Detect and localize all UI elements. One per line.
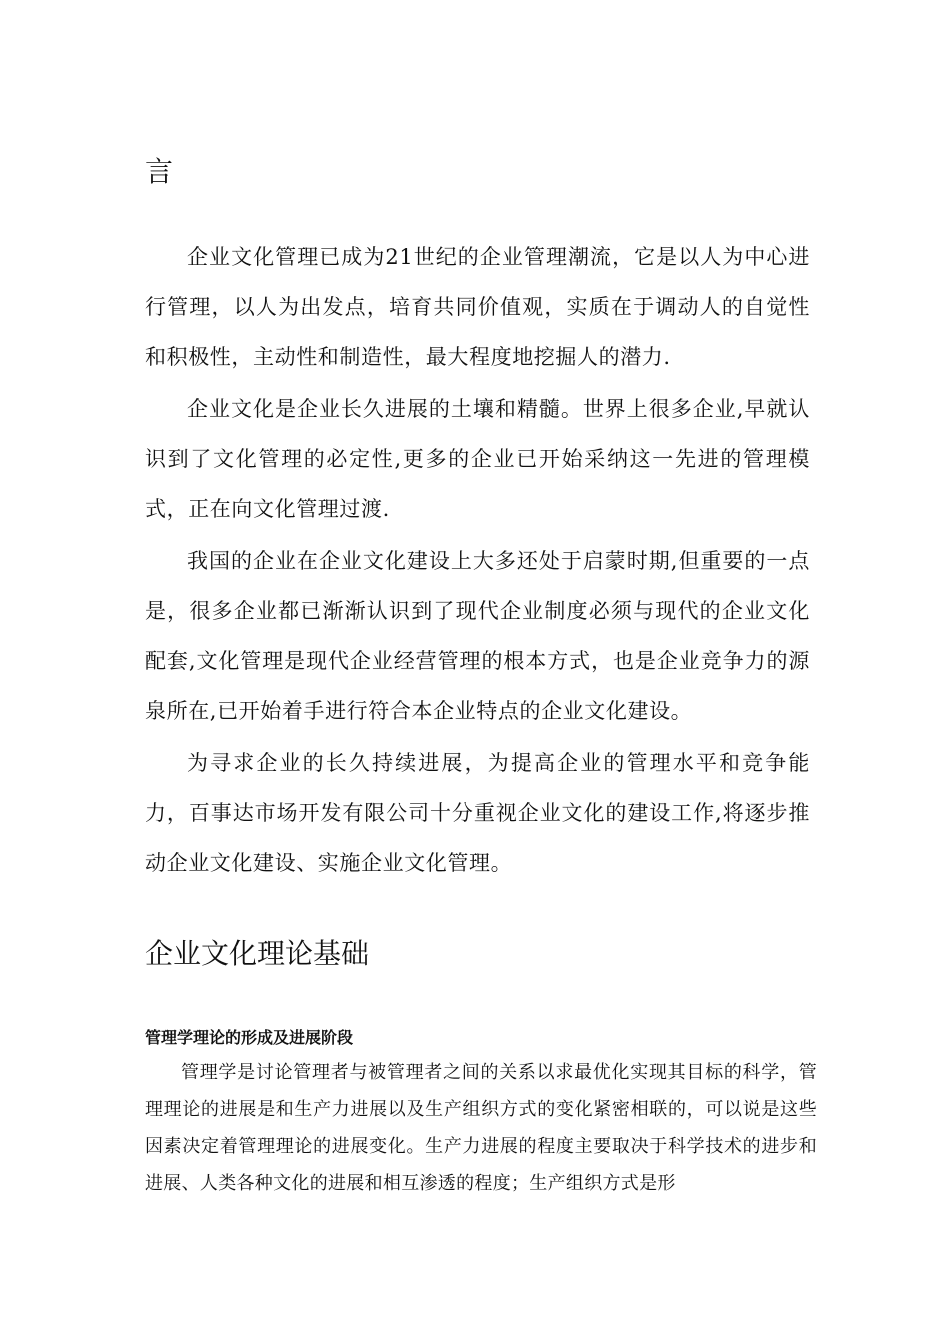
subsection-paragraph: 管理学是讨论管理者与被管理者之间的关系以求最优化实现其目标的科学，管理理论的进展是和生产力进展以及生产组织方式的变化紧密相联的，可以说是这些因素决定着管理理论的进展变化。生产力进展的程度主要取决于科学技术的进步和进展、人类各种文化的进展和相互渗透的程度；生产组织方式是形: [145, 1062, 817, 1194]
intro-paragraph-4: 为寻求企业的长久持续进展，为提高企业的管理水平和竞争能力，百事达市场开发有限公司十分重视企业文化的建设工作,将逐步推动企业文化建设、实施企业文化管理。: [145, 751, 810, 875]
intro-paragraph-1: 企业文化管理已成为21世纪的企业管理潮流，它是以人为中心进行管理，以人为出发点，培育共同价值观，实质在于调动人的自觉性和积极性，主动性和制造性，最大程度地挖掘人的潜力.: [145, 245, 810, 369]
intro-paragraph-3: 我国的企业在企业文化建设上大多还处于启蒙时期,但重要的一点是，很多企业都已渐渐认识到了现代企业制度必须与现代的企业文化配套,文化管理是现代企业经营管理的根本方式，也是企业竞争力的源泉所在,已开始着手进行符合本企业特点的企业文化建设。: [145, 549, 810, 723]
intro-paragraph-2: 企业文化是企业长久进展的土壤和精髓。世界上很多企业,早就认识到了文化管理的必定性,更多的企业已开始采纳这一先进的管理模式，正在向文化管理过渡.: [145, 397, 810, 521]
subsection-title: 管理学理论的形成及进展阶段: [145, 1028, 354, 1047]
intro-body: [145, 232, 810, 890]
subsection-body: [145, 1054, 817, 1202]
preface-title: 言: [145, 155, 174, 188]
section-title: 企业文化理论基础: [145, 937, 370, 970]
